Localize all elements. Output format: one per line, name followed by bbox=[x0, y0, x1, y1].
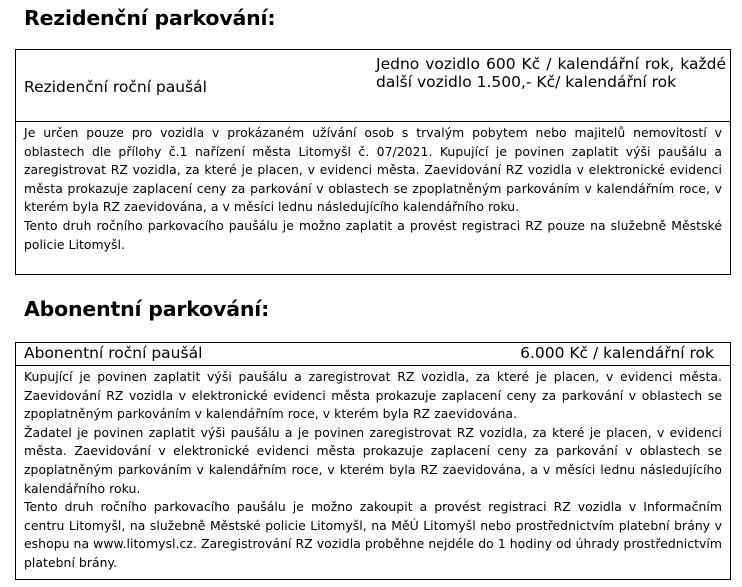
residential-parking-heading: Rezidenční parkování: bbox=[24, 6, 276, 30]
residential-fee-description bbox=[16, 122, 730, 254]
residential-parking-table bbox=[15, 49, 731, 275]
subscription-parking-table bbox=[15, 342, 731, 580]
residential-paragraph-registration: Tento druh ročního parkovacího paušálu je možno zaplatit a provést registraci RZ pouze na služebně Městské policie Litomyšl. bbox=[24, 217, 722, 252]
subscription-paragraph-applicant: Žadatel je povinen zaplatit výši paušálu a je povinen zaregistrovat RZ vozidla, za které je placen, v evidenci města. Zaevidování v elektronické evidenci města prokazuje zaplacení ceny za parkování v oblastech se zpoplatněným parkováním v kalendářním roce, v kterém byla RZ zaevidována, a v měsíci lednu následujícího kalendářního roku. bbox=[24, 424, 722, 496]
subscription-paragraph-buyer: Kupující je povinen zaplatit výši paušálu a zaregistrovat RZ vozidla, za které je placen, v evidenci města. Zaevidování RZ vozidla v elektronické evidenci města prokazuje zaplacení ceny za parkování v oblastech se zpoplatněným parkováním v kalendářním roce, v kterém byla RZ zaevidována. bbox=[24, 369, 722, 422]
subscription-fee-header-row bbox=[16, 343, 730, 366]
subscription-fee-price: 6.000 Kč / kalendářní rok bbox=[520, 344, 714, 362]
residential-fee-label: Rezidenční roční paušál bbox=[24, 78, 207, 96]
subscription-fee-description bbox=[16, 366, 730, 573]
subscription-parking-heading: Abonentní parkování: bbox=[24, 297, 270, 321]
residential-fee-price: Jedno vozidlo 600 Kč / kalendářní rok, každé další vozidlo 1.500,- Kč/ kalendářní rok bbox=[376, 55, 726, 91]
residential-paragraph-conditions: Je určen pouze pro vozidla v prokázaném užívání osob s trvalým pobytem nebo majitelů nemovitostí v oblastech dle přílohy č.1 nařízení města Litomyšl č. 07/2021. Kupující je povinen zaplatit výši paušálu a zaregistrovat RZ vozidla, za které je placen, v evidenci města. Zaevidování RZ vozidla v elektronické evidenci města prokazuje zaplacení ceny za parkování v oblastech se zpoplatněným parkováním v kalendářním roce, v kterém byla RZ zaevidována, a v měsíci lednu následujícího kalendářního roku. bbox=[24, 125, 722, 215]
subscription-paragraph-purchase: Tento druh ročního parkovacího paušálu je možno zakoupit a provést registraci RZ vozidla v Informačním centru Litomyšl, na služebně Městské policie Litomyšl, na MěÚ Litomyšl nebo prostřednictvím platební brány v eshopu na www.litomysl.cz. Zaregistrování RZ vozidla proběhne nejdéle do 1 hodiny od úhrady prostřednictvím platební brány. bbox=[24, 499, 722, 570]
residential-fee-header-row bbox=[16, 50, 730, 122]
subscription-fee-label: Abonentní roční paušál bbox=[24, 344, 203, 362]
